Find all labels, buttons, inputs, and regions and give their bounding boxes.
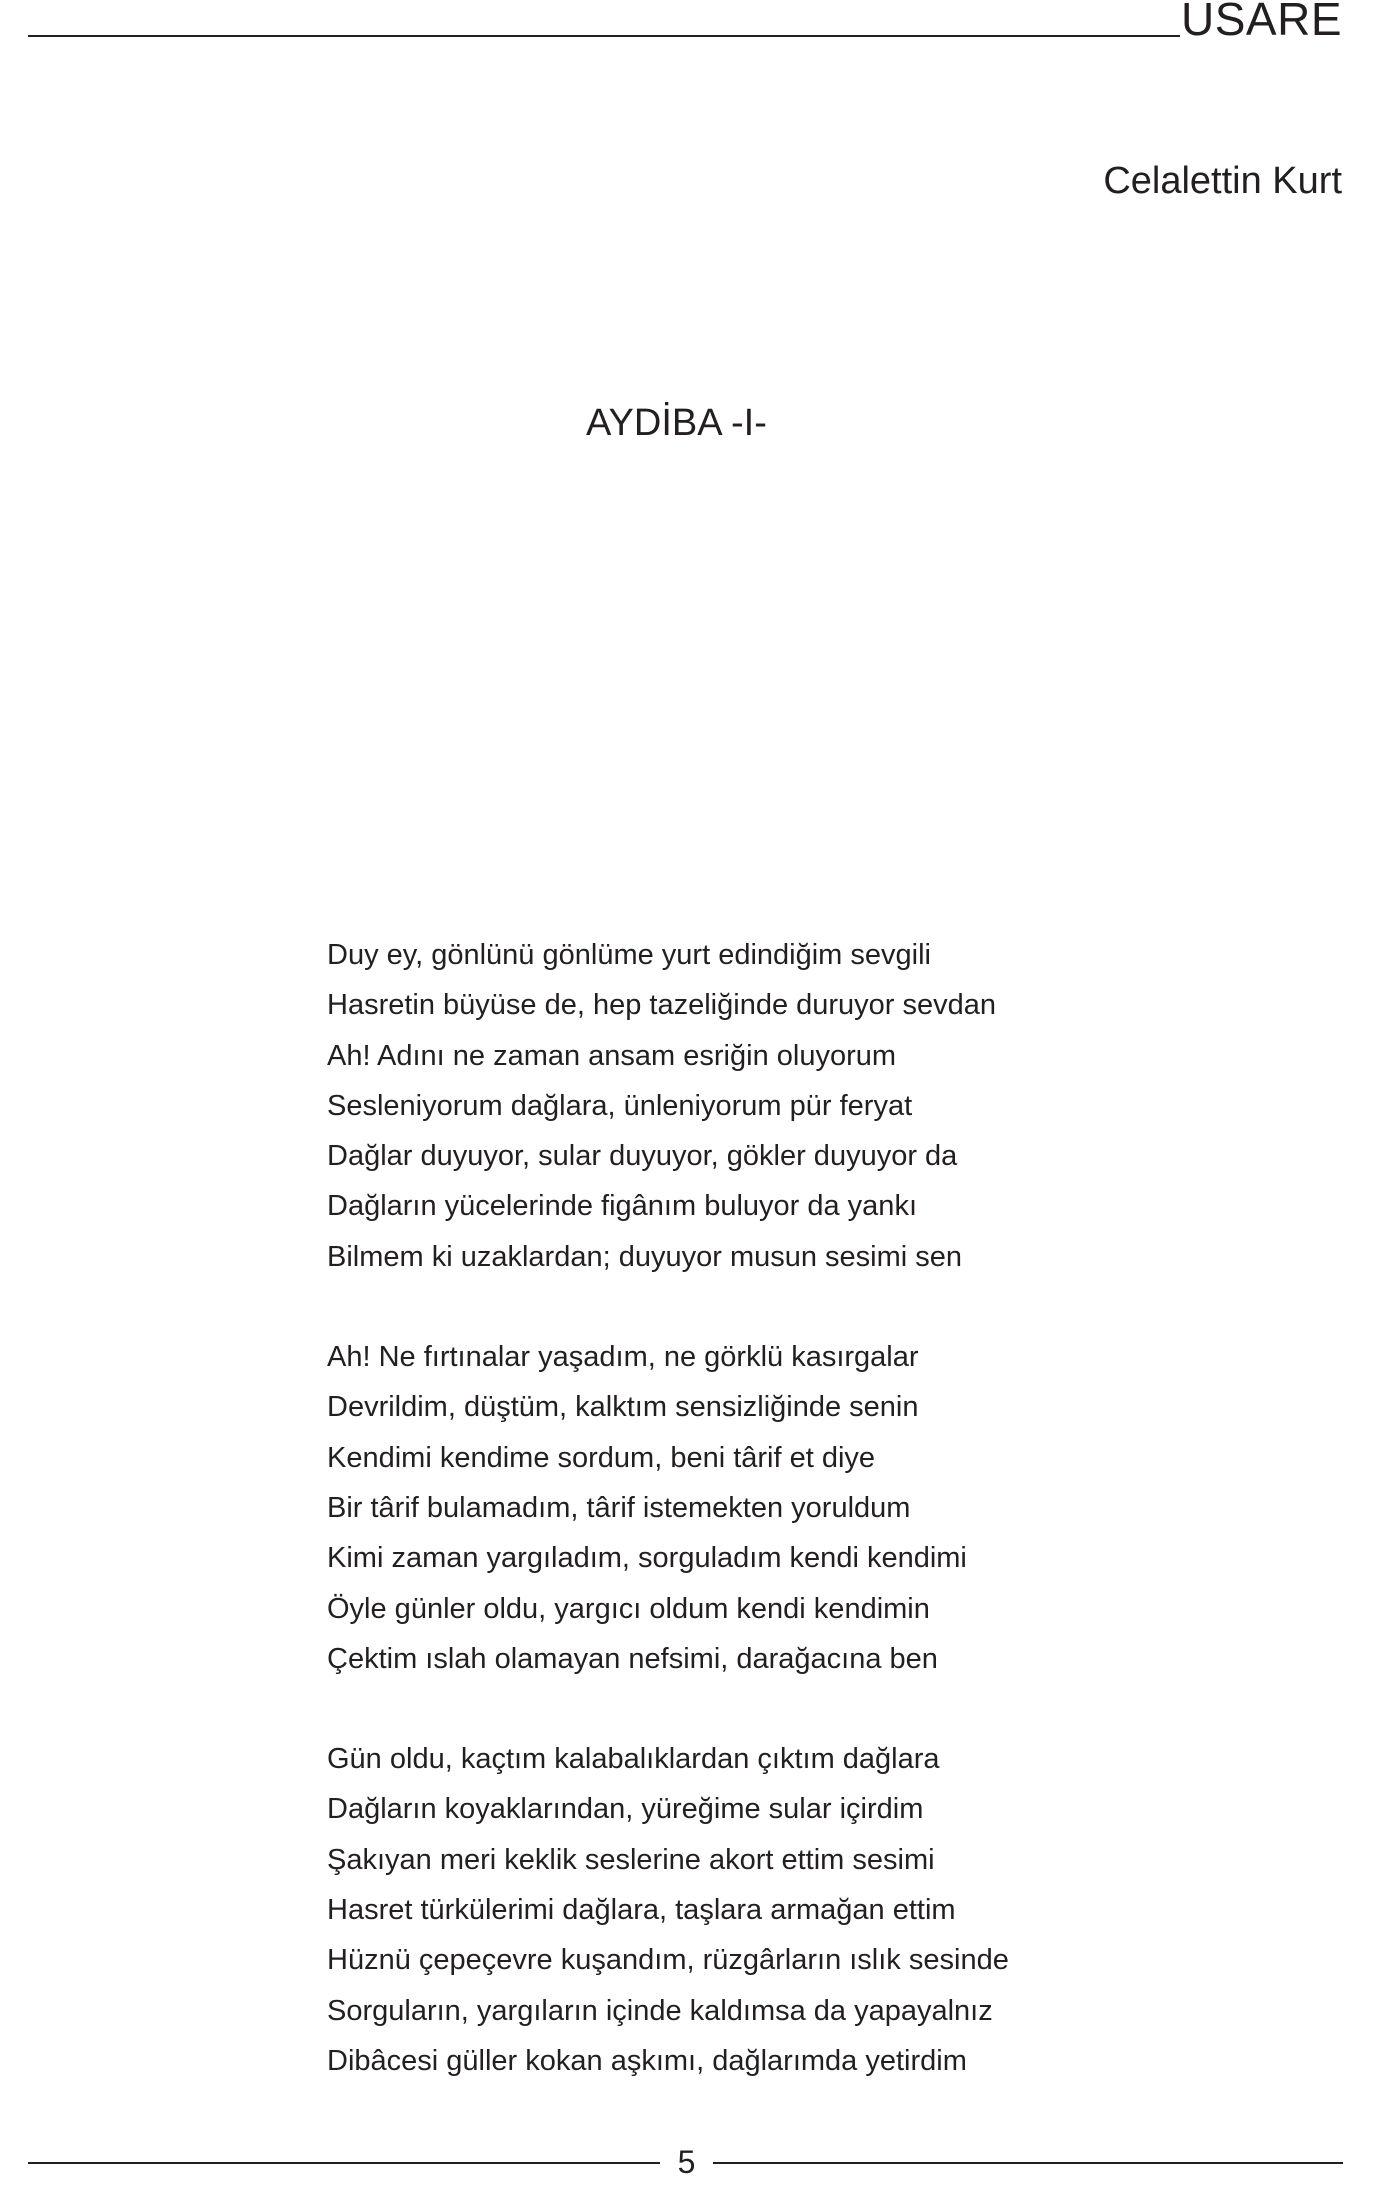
poem-body (327, 930, 1327, 2136)
stanza-3 (327, 1734, 1327, 2086)
poem-line: Hasretin büyüse de, hep tazeliğinde duruyor sevdan (327, 989, 997, 1022)
author-name: Celalettin Kurt (1103, 160, 1342, 202)
poem-line: Duy ey, gönlünü gönlüme yurt edindiğim sevgili (327, 939, 931, 971)
poem-line: Bilmem ki uzaklardan; duyuyor musun sesimi sen (327, 1240, 963, 1273)
poem-line: Kendimi kendime sordum, beni târif et diye (327, 1441, 876, 1474)
footer-rule-left (28, 2162, 660, 2164)
poem-line: Hüznü çepeçevre kuşandım, rüzgârların ıslık sesinde (327, 1944, 1009, 1977)
journal-name: USARE (1181, 0, 1342, 45)
poem-line: Sesleniyorum dağlara, ünleniyorum pür feryat (327, 1089, 913, 1122)
poem-title: AYDİBA -I- (586, 402, 767, 444)
page-number: 5 (677, 2144, 696, 2180)
poem-line: Kimi zaman yargıladım, sorguladım kendi kendimi (327, 1542, 967, 1575)
poem-line: Sorguların, yargıların içinde kaldımsa da yapayalnız (327, 1994, 993, 2027)
header-rule (28, 35, 1180, 37)
poem-line: Şakıyan meri keklik seslerine akort ettim sesimi (327, 1843, 935, 1876)
poem-line: Ah! Adını ne zaman ansam esriğin oluyorum (327, 1039, 897, 1072)
poem-line: Ah! Ne fırtınalar yaşadım, ne görklü kasırgalar (327, 1341, 919, 1374)
footer-rule-right (713, 2162, 1343, 2164)
poem-line: Hasret türkülerimi dağlara, taşlara armağan ettim (327, 1894, 956, 1927)
poem-line: Gün oldu, kaçtım kalabalıklardan çıktım dağlara (327, 1743, 940, 1776)
poem-line: Dağların koyaklarından, yüreğime sular içirdim (327, 1793, 924, 1826)
poem-line: Öyle günler oldu, yargıcı oldum kendi kendimin (327, 1592, 930, 1625)
poem-line: Bir târif bulamadım, târif istemekten yoruldum (327, 1491, 911, 1524)
stanza-1 (327, 930, 1327, 1282)
stanza-2 (327, 1332, 1327, 1684)
poem-line: Devrildim, düştüm, kalktım sensizliğinde senin (327, 1391, 919, 1424)
poem-line: Çektim ıslah olamayan nefsimi, darağacına ben (327, 1642, 938, 1675)
poem-line: Dağların yücelerinde figânım buluyor da yankı (327, 1190, 917, 1223)
poem-line: Dağlar duyuyor, sular duyuyor, gökler duyuyor da (327, 1140, 958, 1173)
poem-line: Dibâcesi güller kokan aşkımı, dağlarımda yetirdim (327, 2044, 967, 2077)
